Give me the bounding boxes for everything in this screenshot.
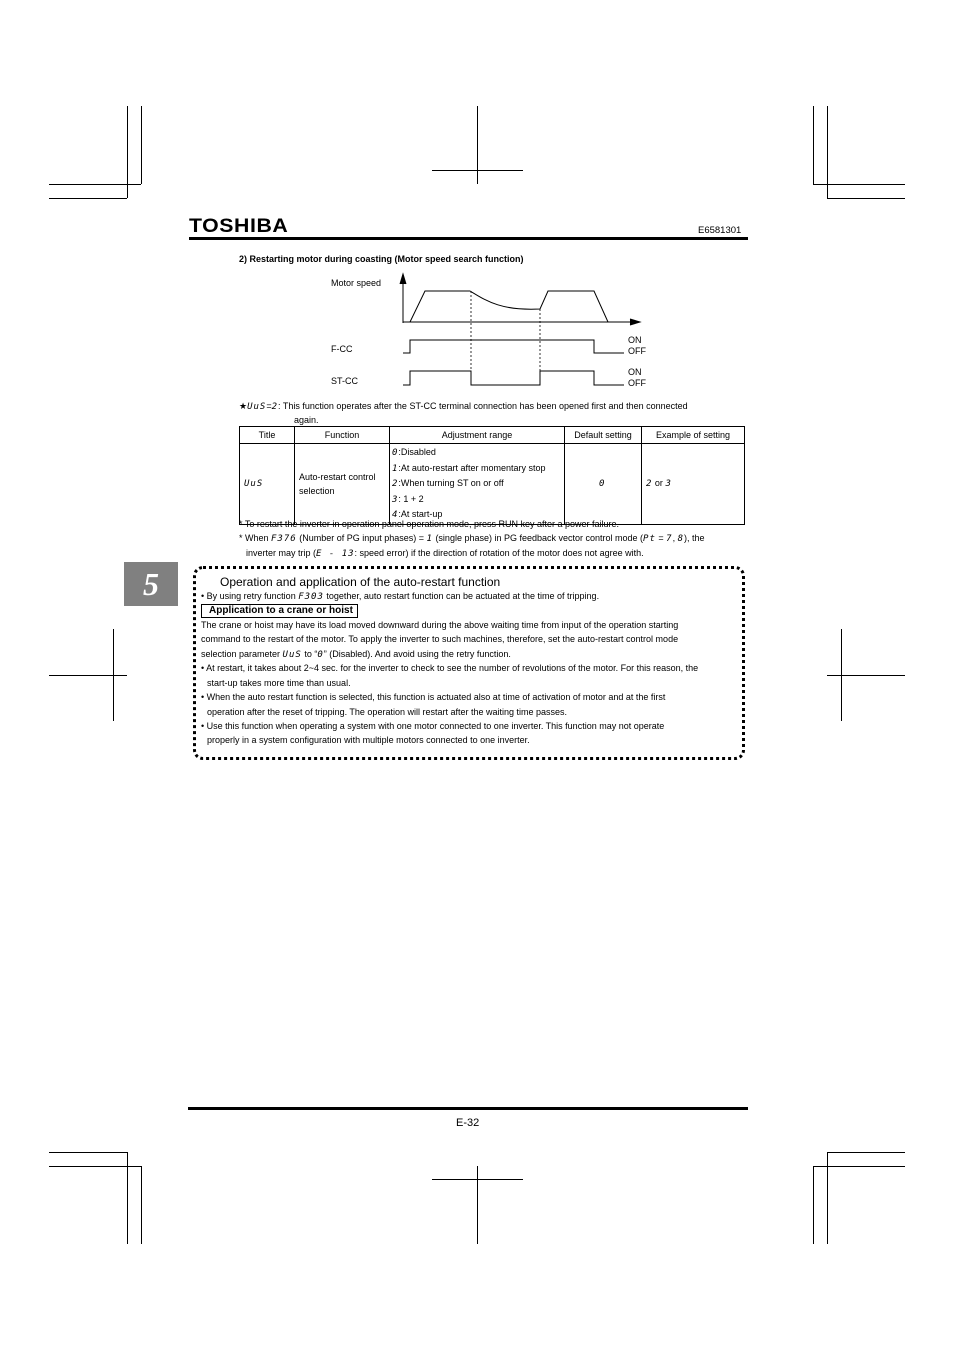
range-text: : 1 + 2 — [398, 493, 424, 504]
fn2-text: : speed error) if the direction of rotation of the motor does not agree with. — [354, 548, 644, 558]
table-header-row — [240, 427, 745, 444]
crane-paragraph-line2: command to the restart of the motor. To apply the inverter to such machines, therefore, set the auto-restart control mode — [201, 634, 679, 644]
section-title: 2) Restarting motor during coasting (Motor speed search function) — [239, 254, 524, 264]
range-text: :When turning ST on or off — [398, 478, 504, 488]
fn2-code: 7 — [666, 534, 673, 544]
cell-function — [295, 444, 390, 525]
function-line1: Auto-restart control — [299, 471, 376, 482]
col-header-example: Example of setting — [642, 427, 745, 444]
fn2-text: inverter may trip ( — [246, 548, 317, 558]
box-bullet-2-line1: • At restart, it takes about 2~4 sec. for the inverter to check to see the number of revolutions of the motor. For this reason, the — [201, 663, 699, 673]
col-header-default: Default setting — [565, 427, 642, 444]
range-item — [392, 492, 562, 508]
table-row — [240, 444, 745, 525]
equals-sign: = — [266, 401, 272, 411]
fn2-text: ), the — [684, 533, 705, 543]
box-bullet-2-line2: start-up takes more time than usual. — [207, 678, 351, 688]
range-item — [392, 461, 562, 477]
box-bullet-4-line1: • Use this function when operating a system with one motor connected to one inverter. This function may not operate — [201, 721, 665, 731]
box-bullet-1 — [201, 590, 599, 604]
range-code: 0 — [392, 448, 399, 458]
fcc-label: F-CC — [331, 344, 353, 354]
stcc-on-label: ON — [628, 367, 642, 377]
param-value: 2 — [271, 402, 279, 412]
col-header-function: Function — [295, 427, 390, 444]
footnote-1: * To restart the inverter in operation panel operation mode, press RUN key after a power failure. — [239, 519, 620, 529]
cell-default — [565, 444, 642, 525]
motor-speed-label: Motor speed — [331, 278, 382, 288]
range-code: 4 — [392, 510, 399, 520]
motor-speed-curve — [410, 291, 608, 322]
fn2-code: 8 — [677, 534, 685, 544]
document-code: E6581301 — [698, 225, 742, 236]
range-code: 3 — [392, 494, 399, 505]
cell-title — [240, 444, 295, 525]
box-code: UuS — [282, 650, 302, 660]
fn2-text: (Number of PG input phases) = — [296, 533, 427, 543]
footer-rule — [188, 1107, 748, 1110]
timing-diagram — [0, 0, 954, 400]
col-header-title: Title — [240, 427, 295, 444]
fn2-text: = — [655, 533, 667, 543]
example-or: or — [652, 478, 666, 489]
fn2-code: E - 13 — [316, 549, 355, 559]
box-bullet-4-line2: properly in a system configuration with multiple motors connected to one inverter. — [207, 735, 530, 745]
box-bullet-3-line2: operation after the reset of tripping. The operation will restart after the waiting time passes. — [207, 707, 568, 717]
range-text: :At start-up — [398, 509, 443, 519]
cell-example — [642, 444, 745, 525]
fn2-code: 1 — [426, 534, 433, 544]
crane-paragraph-line1: The crane or hoist may have its load moved downward during the above waiting time from input of the operation starting — [201, 620, 679, 630]
fn2-code: Pt — [643, 534, 656, 544]
stcc-label: ST-CC — [331, 376, 358, 386]
box-text: ” (Disabled). And avoid using the retry function. — [323, 649, 511, 659]
range-text: :Disabled — [398, 447, 436, 457]
parameter-table — [239, 426, 745, 525]
box-bullet-3-line1: • When the auto restart function is selected, this function is actuated also at time of activation of motor and at the first — [201, 692, 666, 702]
range-item — [392, 445, 562, 461]
crane-heading: Application to a crane or hoist — [201, 604, 358, 618]
range-item — [392, 476, 562, 492]
default-code: 0 — [599, 479, 606, 490]
range-text: :At auto-restart after momentary stop — [398, 462, 546, 473]
fn2-text: , — [672, 533, 678, 543]
range-code: 2 — [392, 479, 399, 489]
crane-paragraph-line3 — [201, 648, 511, 662]
title-code: UuS — [244, 479, 264, 490]
dashed-guides — [471, 291, 540, 385]
star-note-text: : This function operates after the ST-CC terminal connection has been opened first and then connected — [278, 401, 688, 411]
chapter-tab: 5 — [124, 562, 178, 606]
fn2-text: * When — [239, 533, 272, 543]
star-note — [239, 400, 688, 414]
box-text: to “ — [301, 649, 318, 659]
box-code: F303 — [298, 592, 324, 602]
page-number: E-32 — [456, 1117, 480, 1129]
box-text: together, auto restart function can be actuated at the time of tripping. — [323, 591, 600, 601]
stcc-signal — [403, 371, 624, 385]
box-text: • By using retry function — [201, 591, 299, 601]
footnote-2-line2 — [246, 547, 644, 561]
fcc-on-label: ON — [628, 335, 642, 345]
cell-range — [390, 444, 565, 525]
brand-logo: TOSHIBA — [189, 216, 289, 237]
example-code-b: 3 — [665, 479, 672, 490]
speed-axes — [400, 274, 640, 325]
footnote-2 — [239, 532, 705, 546]
star-note-line2: again. — [294, 415, 319, 425]
fcc-signal — [403, 340, 624, 353]
range-code: 1 — [392, 463, 399, 474]
star-icon: ★ — [239, 401, 248, 411]
param-code: UuS — [247, 402, 267, 412]
box-text: selection parameter — [201, 649, 283, 659]
function-line2: selection — [299, 485, 335, 496]
fn2-text: (single phase) in PG feedback vector control mode ( — [432, 533, 644, 543]
col-header-range: Adjustment range — [390, 427, 565, 444]
box-code: 0 — [317, 650, 324, 660]
stcc-off-label: OFF — [628, 378, 646, 388]
box-title: Operation and application of the auto-restart function — [220, 575, 501, 589]
fcc-off-label: OFF — [628, 346, 646, 356]
fn2-code: F376 — [271, 534, 297, 544]
example-code-a: 2 — [646, 479, 653, 490]
